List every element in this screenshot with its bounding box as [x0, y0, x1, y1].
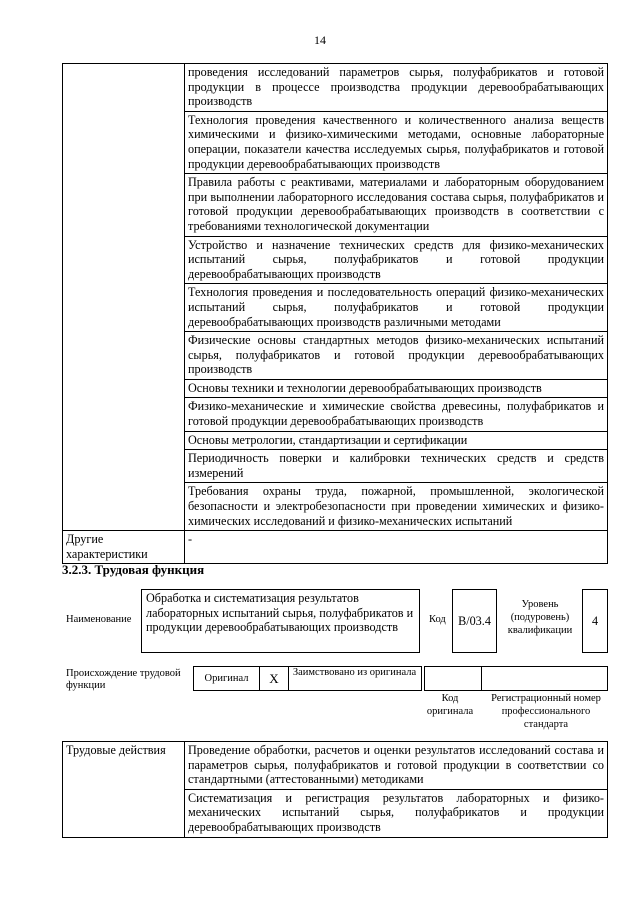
registration-caption: Регистрационный номер профессионального стандарта	[491, 693, 601, 730]
knowledge-row: Основы техники и технологии деревообрабатывающих производств	[185, 379, 608, 398]
labor-action-row: Проведение обработки, расчетов и оценки результатов исследований состава и параметров сырья, полуфабрикатов и готовой продукции в соответствии со стандартными (аттестованными) методиками	[185, 742, 608, 790]
knowledge-row: Периодичность поверки и калибровки технических средств и средств измерений	[185, 450, 608, 483]
other-characteristics-label: Другие характеристики	[63, 531, 185, 564]
original-label: Оригинал	[204, 673, 249, 684]
original-code-caption: Код оригинала	[426, 693, 474, 717]
original-mark: X	[259, 667, 289, 690]
knowledge-row: Требования охраны труда, пожарной, промышленной, экологической безопасности и электробезопасности при проведении химических и физико-химических исследований и физико-механических испытаний	[185, 483, 608, 531]
level-box: 4	[582, 589, 608, 653]
other-characteristics-value: -	[185, 531, 608, 564]
section-title: 3.2.3. Трудовая функция	[62, 562, 205, 577]
knowledge-row: Технология проведения качественного и количественного анализа веществ химическими и физико-химическими методами, основные лабораторные операции, показатели качества исследуемых сырья, полуфабрикатов и готовой продукции деревообрабатывающих производств	[185, 111, 608, 173]
registration-box	[424, 666, 608, 691]
knowledge-row: проведения исследований параметров сырья, полуфабрикатов и готовой продукции в процессе производства продукции деревообрабатывающих производств	[185, 64, 608, 112]
knowledge-table	[62, 63, 608, 564]
origin-label: Происхождение трудовой функции	[66, 668, 181, 691]
labor-action-row: Систематизация и регистрация результатов лабораторных и физико-механических испытаний сырья, полуфабрикатов и продукции деревообрабатывающих производств	[185, 789, 608, 837]
function-code-box: B/03.4	[452, 589, 497, 653]
level-label: Уровень (подуровень) квалификации	[507, 599, 573, 636]
function-name-box: Обработка и систематизация результатов лабораторных испытаний сырья, полуфабрикатов и продукции деревообрабатывающих производств	[141, 589, 420, 653]
knowledge-row: Физические основы стандартных методов физико-механических испытаний сырья, полуфабрикатов и готовой продукции деревообрабатывающих производств	[185, 332, 608, 380]
origin-box	[193, 666, 422, 691]
page-number: 14	[314, 33, 326, 47]
knowledge-row: Устройство и назначение технических средств для физико-механических испытаний сырья, полуфабрикатов и готовой продукции деревообрабатывающих производств	[185, 236, 608, 284]
knowledge-label-cell	[63, 64, 185, 531]
borrowed-label: Заимствовано из оригинала	[292, 667, 417, 678]
registration-divider	[481, 667, 482, 690]
labor-actions-label: Трудовые действия	[63, 742, 185, 838]
labor-actions-table	[62, 741, 608, 838]
name-label: Наименование	[66, 614, 132, 625]
knowledge-row: Физико-механические и химические свойства древесины, полуфабрикатов и готовой продукции деревообрабатывающих производств	[185, 398, 608, 431]
knowledge-row: Технология проведения и последовательность операций физико-механических испытаний сырья, полуфабрикатов и готовой продукции деревообрабатывающих производств различными методами	[185, 284, 608, 332]
knowledge-row: Основы метрологии, стандартизации и сертификации	[185, 431, 608, 450]
knowledge-row: Правила работы с реактивами, материалами и лабораторным оборудованием при выполнении лабораторного исследования состава сырья, полуфабрикатов и готовой продукции деревообрабатывающих производств в соответствии с требованиями технологической документации	[185, 174, 608, 236]
code-label: Код	[429, 614, 446, 625]
